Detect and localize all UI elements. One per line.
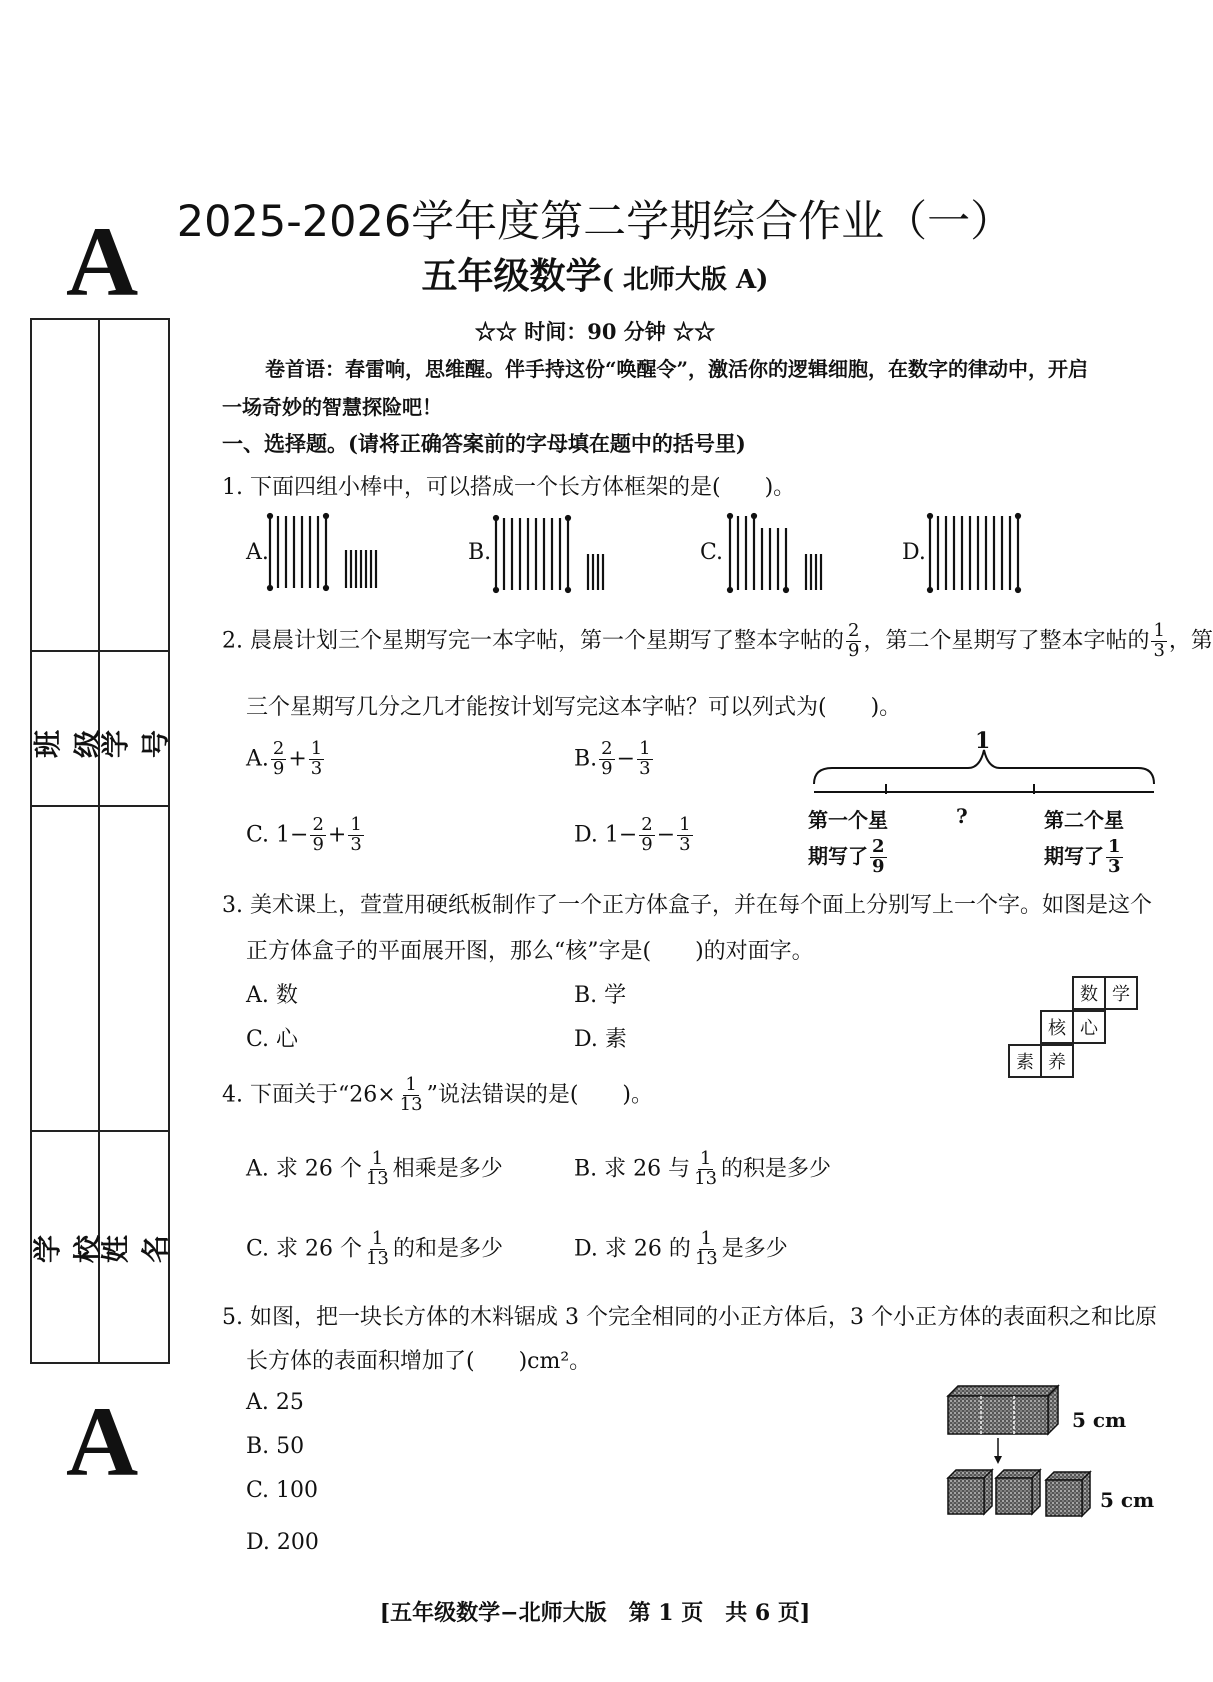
q1-option-d-label: D. [902,540,926,565]
text: 期写了 [1044,843,1104,868]
name-label: 姓 名 [99,1206,172,1263]
question-3-line-2: 正方体盒子的平面展开图，那么“核”字是( )的对面字。 [246,939,814,964]
question-5-line-2: 长方体的表面积增加了( )cm²。 [246,1349,592,1374]
q4-option-d [574,1230,788,1269]
numerator: 1 [1153,620,1165,641]
text: 期写了 [808,843,868,868]
school-label: 学 校 [31,1206,104,1263]
numerator: 1 [699,1148,712,1169]
q2-option-b [574,740,655,779]
denominator: 13 [365,1167,389,1189]
text: 是多少 [721,1236,788,1262]
student-number-label: 学 号 [99,701,172,758]
diagram-week1-label: 第一个星 [808,808,888,832]
q5-length-label-2: 5 cm [1100,1488,1155,1512]
numerator: 2 [312,814,324,835]
diagram-week2-amount [1044,838,1125,877]
fraction [639,816,654,855]
denominator: 9 [641,833,653,855]
q4-fraction [398,1076,425,1115]
student-info-box [30,318,170,1364]
question-1-text: 1. 下面四组小棒中，可以搭成一个长方体框架的是( )。 [222,475,796,500]
diagram-total-label: 1 [975,728,991,754]
watermark-letter-bottom: A [66,1386,139,1497]
subject-name: 五年级数学 [421,255,602,297]
denominator: 13 [366,1247,389,1269]
numerator: 1 [679,814,691,835]
minus-sign: − [616,746,636,772]
denominator: 13 [694,1247,718,1269]
q3-option-c: C. 心 [246,1027,299,1052]
sticks-group-b [494,516,603,592]
text: 的和是多少 [392,1236,503,1262]
q1-option-b-label: B. [468,540,492,565]
intro-line-1: 卷首语：春雷响，思维醒。伴手持这份“唤醒令”，激活你的逻辑细胞，在数字的律动中，开启 [265,357,1089,381]
plus-sign: + [327,822,347,848]
denominator: 3 [310,757,323,779]
text: D. 求 26 的 [574,1236,691,1262]
q4-option-c [246,1230,503,1269]
text: 的积是多少 [721,1156,832,1182]
diagram-week2-label: 第二个星 [1044,808,1124,832]
question-3-line-1: 3. 美术课上，萱萱用硬纸板制作了一个正方体盒子，并在每个面上分别写上一个字。如图是这个 [222,893,1152,918]
q1-sticks-figure [260,508,1060,600]
denominator: 13 [399,1093,423,1115]
q4-option-a [246,1150,503,1189]
net-cell: 心 [1072,1010,1106,1044]
denominator: 3 [1153,639,1165,661]
fraction [1106,838,1123,877]
net-cell: 学 [1104,976,1138,1010]
option-letter: B. [574,746,598,772]
q4-option-b [574,1150,831,1189]
intro-line-2: 一场奇妙的智慧探险吧！ [222,395,442,419]
fraction [310,816,325,855]
page-footer: [五年级数学−北师大版 第 1 页 共 6 页] [379,1600,811,1626]
question-5-line-1: 5. 如图，把一块长方体的木料锯成 3 个完全相同的小正方体后，3 个小正方体的表面积之和比原 [222,1305,1157,1330]
q2-text-part-b: ，第二个星期写了整本字帖的 [863,628,1150,654]
fraction [692,1150,719,1189]
q3-cube-net [1000,976,1140,1086]
q2-fraction-1-3 [1151,622,1166,661]
denominator: 9 [848,639,860,661]
question-4-text [222,1076,653,1115]
denominator: 9 [872,855,885,877]
text: 相乘是多少 [392,1156,503,1182]
fraction [309,740,324,779]
watermark-letter-top: A [66,206,139,317]
q5-length-label-1: 5 cm [1072,1408,1127,1432]
plus-sign: + [288,746,307,772]
q5-option-b: B. 50 [246,1434,305,1459]
q1-option-a-label: A. [246,540,269,565]
sticks-group-d [928,514,1020,592]
time-limit: ☆☆ 时间：90 分钟 ☆☆ [474,319,716,344]
numerator: 1 [371,1148,384,1169]
denominator: 3 [679,833,691,855]
edition-label: ( 北师大版 A) [601,265,769,295]
numerator: 1 [371,1228,384,1249]
net-cell: 核 [1040,1010,1074,1044]
numerator: 2 [601,738,613,759]
option-letter: D. 1− [574,822,638,848]
numerator: 2 [641,814,653,835]
q3-option-b: B. 学 [574,983,627,1008]
text: C. 求 26 个 [246,1236,363,1262]
option-letter: C. 1− [246,822,309,848]
numerator: 1 [639,738,651,759]
section-heading: 一、选择题。(请将正确答案前的字母填在题中的括号里) [222,431,746,456]
net-cell: 养 [1040,1044,1074,1078]
minus-sign: − [656,822,676,848]
numerator: 1 [310,738,323,759]
denominator: 9 [601,757,613,779]
q1-option-c-label: C. [700,540,724,565]
denominator: 9 [312,833,324,855]
q5-option-c: C. 100 [246,1478,319,1503]
q3-option-d: D. 素 [574,1027,627,1052]
numerator: 1 [350,814,362,835]
subject-title [0,248,1190,299]
denominator: 13 [694,1167,718,1189]
net-cell: 数 [1072,976,1106,1010]
fraction [637,740,652,779]
fraction [870,838,887,877]
text: A. 求 26 个 [246,1156,362,1182]
fraction [677,816,692,855]
q5-option-a: A. 25 [246,1390,304,1415]
fraction [364,1150,391,1189]
q2-option-c [246,816,366,855]
fraction [271,740,286,779]
numerator: 2 [872,836,885,857]
fraction [364,1230,391,1269]
diagram-question-mark: ? [956,804,968,828]
class-label: 班 级 [31,701,104,758]
net-cell: 素 [1008,1044,1042,1078]
numerator: 1 [405,1074,417,1095]
denominator: 3 [639,757,651,779]
diagram-week1-amount [808,838,889,877]
q5-third-cube [1044,1470,1096,1520]
question-2-line-1 [222,622,1213,661]
sticks-group-c [728,514,821,592]
q2-option-a [246,740,326,779]
page-title: 2025-2026学年度第二学期综合作业（一） [176,197,1014,247]
text: B. 求 26 与 [574,1156,691,1182]
numerator: 2 [848,620,860,641]
q3-option-a: A. 数 [246,983,298,1008]
fraction [693,1230,720,1269]
denominator: 9 [272,757,285,779]
denominator: 3 [1108,855,1121,877]
q2-fraction-2-9 [846,622,861,661]
denominator: 3 [350,833,362,855]
numerator: 1 [1108,836,1121,857]
q4-text-part-b: ”说法错误的是( )。 [426,1082,653,1108]
fraction [599,740,614,779]
q4-text-part-a: 4. 下面关于“26× [222,1082,396,1108]
numerator: 1 [700,1228,712,1249]
option-letter: A. [246,746,269,772]
q2-text-part-a: 2. 晨晨计划三个星期写完一本字帖，第一个星期写了整本字帖的 [222,628,844,654]
q5-option-d: D. 200 [246,1530,319,1555]
sticks-group-a [268,514,376,590]
fraction [348,816,363,855]
q2-option-d [574,816,695,855]
numerator: 2 [272,738,285,759]
q2-text-part-c: ，第 [1168,628,1213,654]
question-2-line-2: 三个星期写几分之几才能按计划写完这本字帖？可以列式为( )。 [246,695,902,720]
